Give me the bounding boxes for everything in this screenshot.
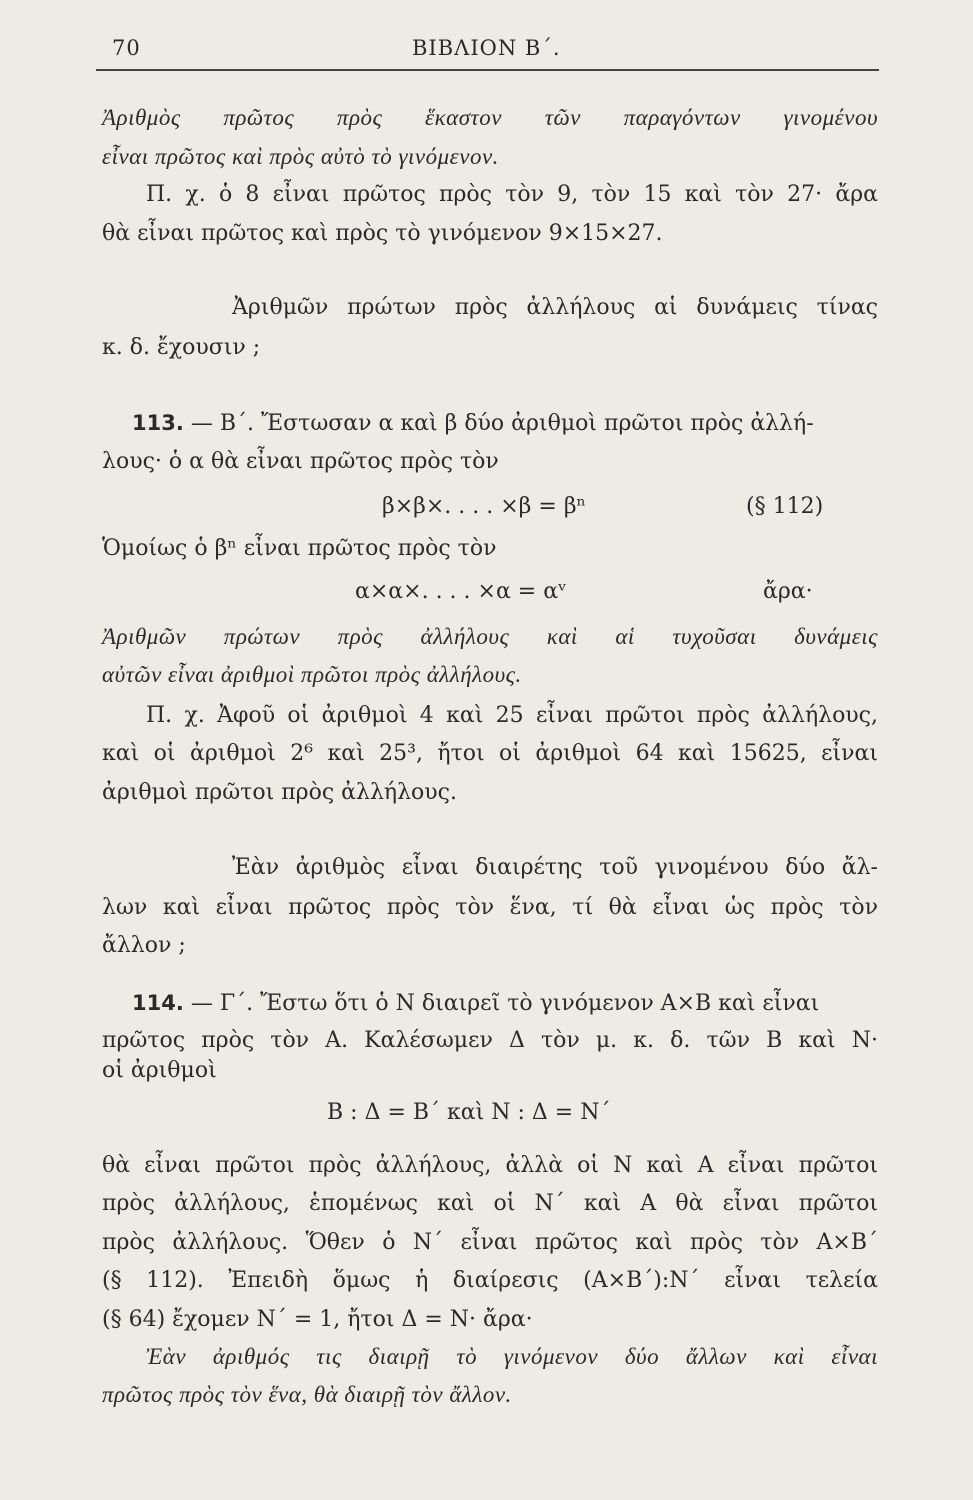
proof-text: (§ 112). Ἐπειδὴ ὅμως ἡ διαίρεσις (Α×Β΄):Ν΄ εἶναι τελεία — [102, 1268, 878, 1293]
conclusion-marker: ἄρα· — [763, 579, 813, 604]
question-text: κ. δ. ἔχουσιν ; — [102, 335, 261, 360]
example-text: Π. χ. ὁ 8 εἶναι πρῶτος πρὸς τὸν 9, τὸν 15 καὶ τὸν 27· ἄρα — [146, 182, 878, 207]
running-title: ΒΙΒΛΙΟΝ Β΄. — [412, 36, 561, 60]
theorem-text: Ἀριθμὸς πρῶτος πρὸς ἕκαστον τῶν παραγόντων γινομένου — [102, 105, 878, 130]
example-text: ἀριθμοὶ πρῶτοι πρὸς ἀλλήλους. — [102, 780, 457, 805]
section-number: 114. — [132, 991, 184, 1015]
section-114-line — [102, 988, 878, 1019]
proof-text: (§ 64) ἔχομεν Ν΄ = 1, ἤτοι Δ = Ν· ἄρα· — [102, 1307, 533, 1332]
question-text: Ἐὰν ἀριθμὸς εἶναι διαιρέτης τοῦ γινομένου δύο ἄλ- — [232, 855, 878, 880]
header-rule — [96, 69, 879, 71]
proof-text: θὰ εἶναι πρῶτοι πρὸς ἀλλήλους, ἀλλὰ οἱ Ν καὶ Α εἶναι πρῶτοι — [102, 1153, 878, 1178]
theorem-text: αὐτῶν εἶναι ἀριθμοὶ πρῶτοι πρὸς ἀλλήλους. — [102, 662, 522, 687]
theorem-text: Ἀριθμῶν πρώτων πρὸς ἀλλήλους καὶ αἱ τυχοῦσαι δυνάμεις — [102, 624, 878, 649]
theorem-text: πρῶτος πρὸς τὸν ἕνα, θὰ διαιρῇ τὸν ἄλλον. — [102, 1382, 512, 1407]
question-text: ἄλλον ; — [102, 933, 186, 958]
section-reference: (§ 112) — [746, 494, 824, 519]
proof-text: πρῶτος πρὸς τὸν Α. Καλέσωμεν Δ τὸν μ. κ. δ. τῶν Β καὶ Ν· — [102, 1028, 878, 1053]
theorem-text: Ἐὰν ἀριθμός τις διαιρῇ τὸ γινόμενον δύο ἄλλων καὶ εἶναι — [146, 1344, 878, 1369]
formula-alpha-power: α×α×. . . . ×α = αᵛ — [355, 579, 567, 604]
proof-text: λους· ὁ α θὰ εἶναι πρῶτος πρὸς τὸν — [102, 449, 499, 474]
proof-text: πρὸς ἀλλήλους, ἑπομένως καὶ οἱ Ν΄ καὶ Α θὰ εἶναι πρῶτοι — [102, 1191, 878, 1216]
proof-text: οἱ ἀριθμοὶ — [102, 1058, 217, 1083]
example-text: καὶ οἱ ἀριθμοὶ 2⁶ καὶ 25³, ἤτοι οἱ ἀριθμοὶ 64 καὶ 15625, εἶναι — [102, 741, 878, 766]
proof-text: πρὸς ἀλλήλους. Ὅθεν ὁ Ν΄ εἶναι πρῶτος καὶ πρὸς τὸν Α×Β΄ — [102, 1230, 878, 1255]
theorem-text: εἶναι πρῶτος καὶ πρὸς αὐτὸ τὸ γινόμενον. — [102, 144, 499, 169]
section-number: 113. — [132, 411, 184, 435]
section-113-line — [102, 408, 878, 439]
question-text: λων καὶ εἶναι πρῶτος πρὸς τὸν ἕνα, τί θὰ εἶναι ὡς πρὸς τὸν — [102, 895, 878, 920]
question-text: Ἀριθμῶν πρώτων πρὸς ἀλλήλους αἱ δυνάμεις τίνας — [232, 295, 878, 320]
formula-beta-power: β×β×. . . . ×β = βⁿ — [382, 494, 587, 519]
formula-quotients: Β : Δ = Β΄ καὶ Ν : Δ = Ν΄ — [327, 1100, 611, 1125]
example-text: Π. χ. Ἀφοῦ οἱ ἀριθμοὶ 4 καὶ 25 εἶναι πρῶτοι πρὸς ἀλλήλους, — [146, 703, 878, 728]
page-number: 70 — [112, 36, 141, 60]
proof-text: — Γ΄. Ἔστω ὅτι ὁ Ν διαιρεῖ τὸ γινόμενον Α×Β καὶ εἶναι — [190, 991, 820, 1016]
proof-text: Ὁμοίως ὁ βⁿ εἶναι πρῶτος πρὸς τὸν — [102, 536, 497, 561]
proof-text: — Β΄. Ἔστωσαν α καὶ β δύο ἀριθμοὶ πρῶτοι πρὸς ἀλλή- — [190, 411, 814, 436]
example-text: θὰ εἶναι πρῶτος καὶ πρὸς τὸ γινόμενον 9×15×27. — [102, 221, 663, 246]
